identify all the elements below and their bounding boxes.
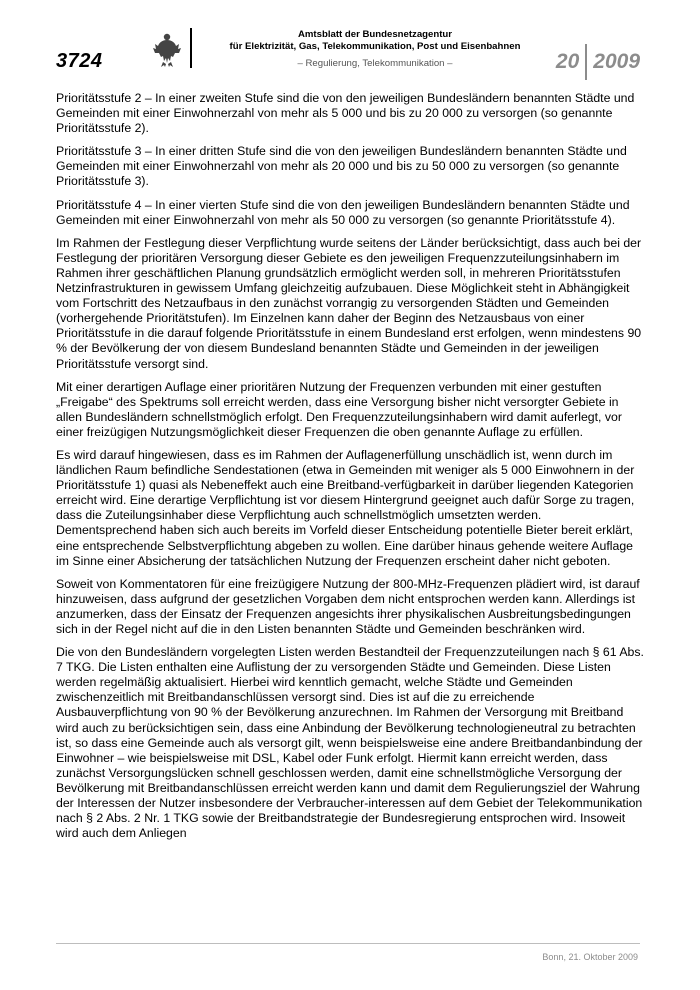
paragraph: Mit einer derartigen Auflage einer prioritären Nutzung der Frequenzen verbunden mit einer gestuften „Freigabe“ des Spektrums soll erreicht werden, dass eine Versorgung bisher nicht versorgter Gebiete in allen Bundesländern schnellstmöglich erfolgt. Den Frequenzzuteilungsinhabern wird damit auferlegt, vor einer freizügigen Nutzungsmöglichkeit dieser Frequenzen die oben genannte Auflage zu erfüllen. xyxy=(56,379,622,439)
masthead xyxy=(200,29,550,69)
publication-title: Amtsblatt der Bundesnetzagentur xyxy=(297,29,453,40)
paragraph: Soweit von Kommentatoren für eine freizügigere Nutzung der 800-MHz-Frequenzen plädiert wird, ist darauf hinzuweisen, dass aufgrund der gesetzlichen Vorgaben dem nicht entsprochen werden kann. Allerdings ist anzumerken, dass der Einsatz der Frequenzen angesichts ihrer physikalischen Ausbreitungsbedingungen sich in der Regel nicht auf die in den Listen benannten Städte und Gemeinden beschränken wird. xyxy=(56,576,640,636)
footer-divider xyxy=(56,943,640,944)
footer-place-date: Bonn, 21. Oktober 2009 xyxy=(542,952,638,962)
page-number: 3724 xyxy=(56,50,103,72)
issue-divider xyxy=(585,44,587,80)
paragraph: Die von den Bundesländern vorgelegten Listen werden Bestandteil der Frequenzzuteilungen nach § 61 Abs. 7 TKG. Die Listen enthalten eine Auflistung der zu versorgenden Städte und Gemeinden. Diese Listen werden regelmäßig aktualisiert. Hierbei wird kenntlich gemacht, welche Städte und Gemeinden zwischenzeitlich mit Breitbandanschlüssen versorgt sind. Dies ist auf die zu erreichende Ausbauverpflichtung von 90 % der Bevölkerung anzurechnen. Im Rahmen der Versorgung mit Breitband wird auch zu berücksichtigen sein, dass eine Anbindung der Bevölkerung technologieneutral zu betrachten ist, so dass eine Gemeinde auch als versorgt gilt, wenn beispielsweise eine andere Breitbandanbindung der Einwohner – wie beispielsweise mit DSL, Kabel oder Funk erfolgt. Hiermit kann erreicht werden, dass zunächst Versorgungslücken schnell geschlossen werden, damit eine schnellstmögliche Versorgung der Bevölkerung mit Breitbandanschlüssen erreicht werden kann und damit dem Regulierungsziel der Wahrung der Interessen der Nutzer insbesondere der Verbraucher-interessen auf dem Gebiet der Telekommunikation nach § 2 Abs. 2 Nr. 1 TKG sowie der Breitbandstrategie der Bundesregierung entsprochen wird. Insoweit wird auch dem Anliegen xyxy=(56,645,644,841)
federal-eagle-icon xyxy=(152,32,182,68)
issue-number: 20 xyxy=(555,50,580,73)
paragraph-priority-2: Prioritätsstufe 2 – In einer zweiten Stufe sind die von den jeweiligen Bundesländern benannten Städte und Gemeinden mit einer Einwohnerzahl von mehr als 5 000 und bis zu 20 000 zu versorgen (so genannte Prioritätsstufe 2). xyxy=(56,91,635,136)
body-text xyxy=(56,91,645,849)
paragraph: Es wird darauf hingewiesen, dass es im Rahmen der Auflagenerfüllung unschädlich ist, wenn durch im ländlichen Raum befindliche Sendestationen (etwa in Gemeinden mit weniger als 5 000 Einwohnern in der Prioritätsstufe 1) quasi als Nebeneffekt auch eine Breitband-verfügbarkeit in darüber liegenden Kategorien erreicht wird. Eine derartige Verpflichtung ist vor diesem Hintergrund geeignet auch dafür Sorge zu tragen, dass die Zuteilungsinhaber diese Verpflichtung auch schnellstmöglich umsetzten werden. Dementsprechend haben sich auch bereits im Vorfeld dieser Entscheidung potentielle Bieter bereit erklärt, eine entsprechende Selbstverpflichtung abgeben zu wollen. Eine darüber hinaus gehende weitere Auflage im Sinne einer Absicherung der tatsächlichen Nutzung der Frequenzen erscheint daher nicht geboten. xyxy=(56,447,635,568)
section-label: – Regulierung, Telekommunikation – xyxy=(297,58,453,69)
publication-subtitle: für Elektrizität, Gas, Telekommunikation, Post und Eisenbahnen xyxy=(229,40,521,52)
issue-year: 2009 xyxy=(593,50,640,73)
header-divider xyxy=(190,28,192,68)
paragraph: Im Rahmen der Festlegung dieser Verpflichtung wurde seitens der Länder berücksichtigt, dass auch bei der Festlegung der prioritären Versorgung dieser Gebiete es den jeweiligen Frequenzzuteilungsinhabern im Rahmen ihrer geschäftlichen Planung grundsätzlich ermöglicht werden soll, in mehreren Prioritätsstufen Netzinfrastrukturen in gewissem Umfang gleichzeitig aufzubauen. Diese Möglichkeit steht in Abhängigkeit vom Fortschritt des Netzaufbaus in den zunächst vorrangig zu versorgenden Städten und Gemeinden (vorhergehende Prioritätstufen). Im Einzelnen kann daher der Beginn des Netzausbaus von einer Prioritätsstufe in die darauf folgende Prioritätsstufe in einem Bundesland erst erfolgen, wenn mindestens 90 % der Bevölkerung der von diesem Bundesland benannten Städte und Gemeinden in der jeweiligen Prioritätsstufe versorgt sind. xyxy=(56,235,642,371)
paragraph-priority-3: Prioritätsstufe 3 – In einer dritten Stufe sind die von den jeweiligen Bundesländern benannten Städte und Gemeinden mit einer Einwohnerzahl von mehr als 20 000 und bis zu 50 000 zu versorgen (so genannte Prioritätsstufe 3). xyxy=(56,144,627,189)
issue-label xyxy=(556,44,640,80)
paragraph-priority-4: Prioritätsstufe 4 – In einer vierten Stufe sind die von den jeweiligen Bundesländern benannten Städte und Gemeinden mit einer Einwohnerzahl von mehr als 50 000 zu versorgen (so genannte Prioritätsstufe 4). xyxy=(56,197,630,227)
